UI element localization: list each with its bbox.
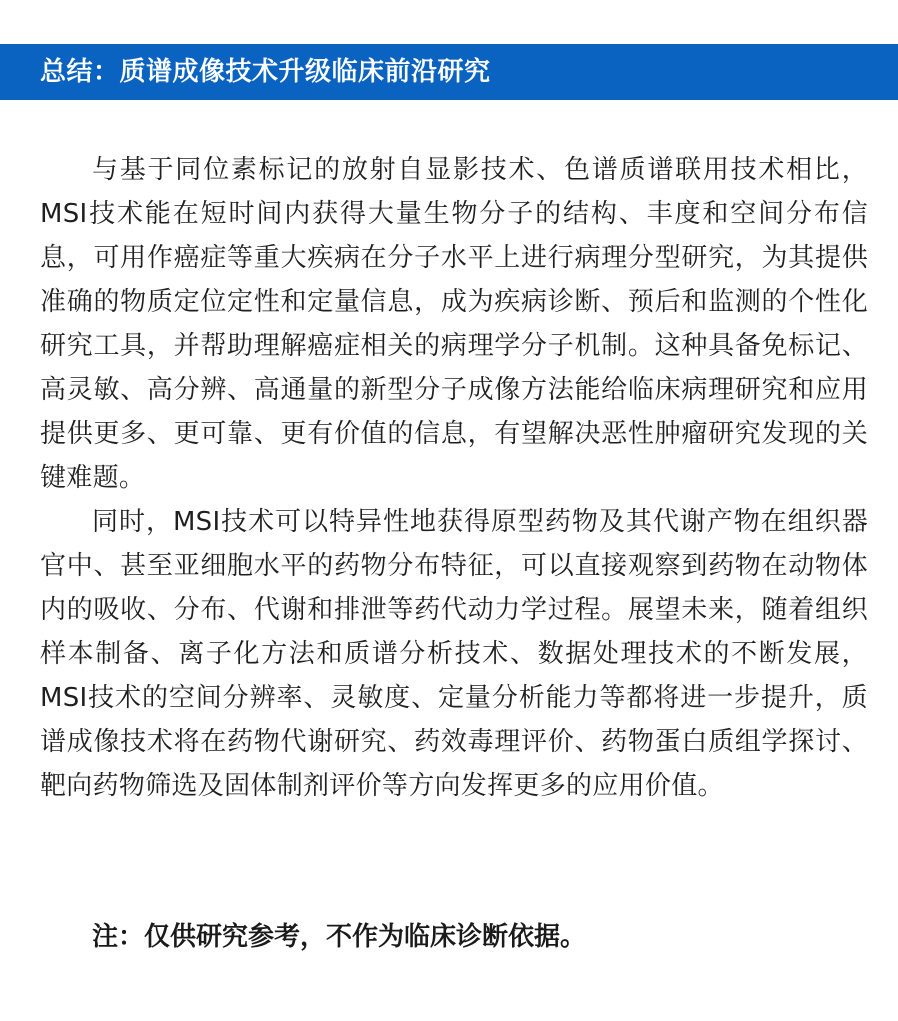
paragraph-msi-outlook: 同时，MSI技术可以特异性地获得原型药物及其代谢产物在组织器官中、甚至亚细胞水平的药物分布特征，可以直接观察到药物在动物体内的吸收、分布、代谢和排泄等药代动力学过程。展望未来，随着组织样本制备、离子化方法和质谱分析技术、数据处理技术的不断发展，MSI技术的空间分辨率、灵敏度、定量分析能力等都将进一步提升，质谱成像技术将在药物代谢研究、药效毒理评价、药物蛋白质组学探讨、靶向药物筛选及固体制剂评价等方向发挥更多的应用价值。 xyxy=(40,507,868,801)
paragraph-msi-advantages: 与基于同位素标记的放射自显影技术、色谱质谱联用技术相比，MSI技术能在短时间内获得大量生物分子的结构、丰度和空间分布信息，可用作癌症等重大疾病在分子水平上进行病理分型研究，为其提供准确的物质定位定性和定量信息，成为疾病诊断、预后和监测的个性化研究工具，并帮助理解癌症相关的病理学分子机制。这种具备免标记、高灵敏、高分辨、高通量的新型分子成像方法能给临床病理研究和应用提供更多、更可靠、更有价值的信息，有望解决恶性肿瘤研究发现的关键难题。 xyxy=(40,155,868,493)
article-body xyxy=(40,148,868,808)
disclaimer-note: 注：仅供研究参考，不作为临床诊断依据。 xyxy=(92,922,587,952)
section-header-banner xyxy=(0,44,898,100)
section-title: 总结：质谱成像技术升级临床前沿研究 xyxy=(40,57,491,87)
